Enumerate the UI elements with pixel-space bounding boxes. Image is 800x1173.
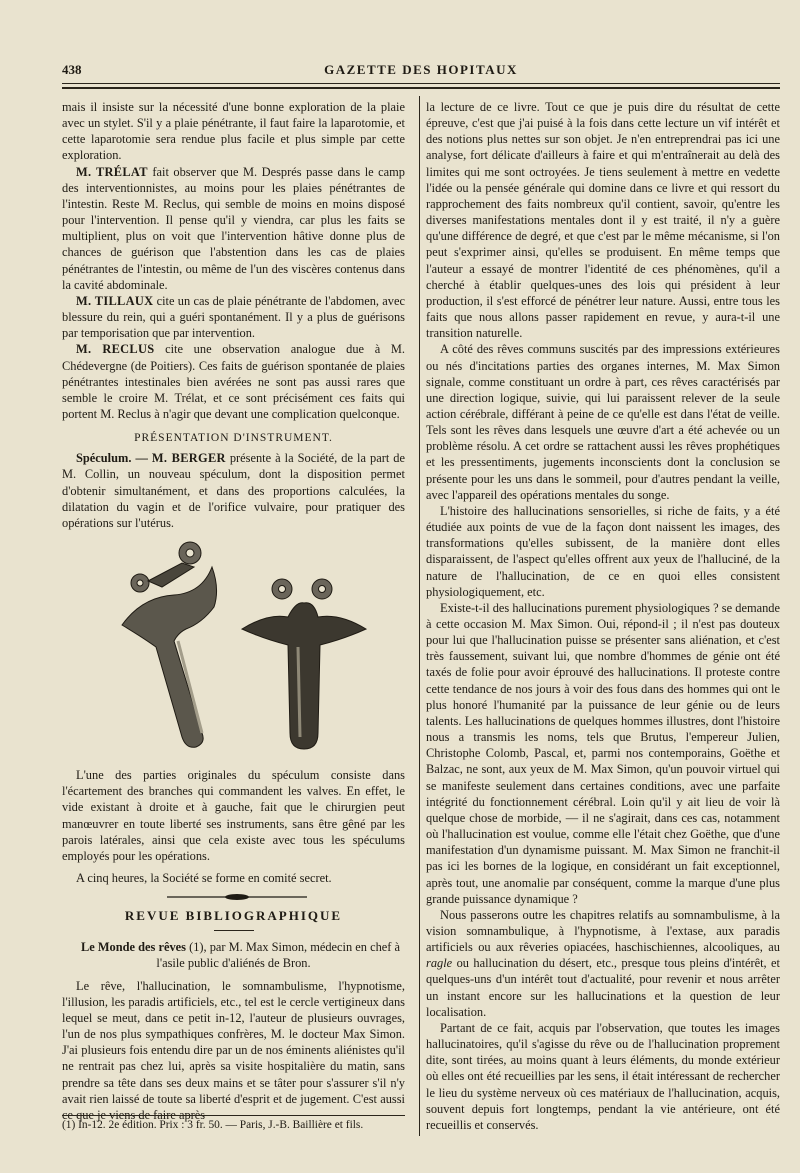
heading-rule — [214, 930, 254, 931]
paragraph-text: présente à la Société, de la part de M. Collin, un nouveau spéculum, dont la disposition permet d'obtenir simultanément, et dans des proportions calculées, la dilatation du vagin et de l'orifice vulvaire, pour pratiquer des opérations sur l'utérus. — [62, 451, 405, 530]
speculum-illustration — [62, 537, 405, 753]
paragraph: Partant de ce fait, acquis par l'observation, que toutes les images hallucinatoires, qu'il s'agisse du rêve ou de l'hallucination proprement dite, sont tirées, au moins quant à leurs éléments, du monde extérieur où elles ont été recueillies par les sens, il était intéressant de rechercher le lieu du système nerveux où ces matériaux de l'hallucination, acquis, souvent depuis fort longtemps, pendant la vie antérieure, ont été recueillis et conservés. — [426, 1020, 780, 1132]
entry-term: Spéculum. — — [76, 451, 148, 466]
footnote: (1) In-12. 2e édition. Prix : 3 fr. 50. — Paris, J.-B. Baillière et fils. — [62, 1119, 364, 1131]
paragraph: Le rêve, l'hallucination, le somnambulisme, l'hypnotisme, l'illusion, les paradis artificiels, etc., tel est le cercle vertigineux dans lequel se meut, dans ce petit in-12, l'auteur de plusieurs ouvrages, l'un de nos plus sympathiques confrères, M. le docteur Max Simon. J'ai plusieurs fois entendu dire par un de nos éminents aliénistes qu'il ne rentrait pas chez lui, après sa visite hospitalière du matin, sans prendre sa tête dans ses deux mains et se tâter pour s'assurer s'il n'y avait rien laissé de toute sa liberté d'esprit et de jugement. C'est aussi ce que je viens de faire après — [62, 978, 405, 1122]
paragraph: Existe-t-il des hallucinations purement physiologiques ? se demande à cette occasion M. Max Simon. Oui, répond-il ; il n'est pas douteux pour lui que l'hallucination puisse se présenter sans aliénation, et c'est très faussement, suivant lui, que nombre d'hommes de génie ont été taxés de folie pour avoir éprouvé des hallucinations. Il proteste contre cette tendance de nos jours à voir des fous dans des hommes qui ont le plus honoré l'humanité par la puissance de leur génie ou de leurs talents. Les hallucinations de quelques hommes illustres, dont l'histoire nous a transmis les noms, tels que Brutus, l'empereur Julien, Christophe Colomb, Pascal, et, parmi nos contemporains, Goëthe et Balzac, ne sont, aux yeux de M. Max Simon, qu'un pouvoir virtuel qui se manifeste seulement dans certaines conditions, avec une parfaite intégrité du fonctionnement cérébral. Loin qu'il y ait lieu de voir là quelque chose de morbide, — il ne s'agirait, dans ces cas, notamment où l'hallucination est voulue, comme elle l'était chez Goëthe, que d'une manifestation d'un dynamisme puissant. M. Max Simon ne franchit-il pas ici les bornes de la logique, en considérant un fait exceptionnel, après tout, une anomalie par conséquent, comme la marque d'une plus grande puissance dynamique ? — [426, 600, 780, 906]
paragraph: L'une des parties originales du spéculum consiste dans l'écartement des branches qui commandent les valves. En effet, le vide existant à droite et à gauche, fait que le chirurgien peut manœuvrer en toute liberté ses instruments, sans être gêné par les parois latérales, ainsi que cela existe avec tous les spéculums employés pour les opérations. — [62, 768, 405, 863]
paragraph-text: Nous passerons outre les chapitres relatifs au somnambulisme, à la vision somnambulique, à l'hypnotisme, à l'extase, aux paradis artificiels ou aux rêveries opiacées, haschischiennes, alcooliques, au — [426, 907, 780, 955]
page-header — [62, 60, 780, 82]
review-title-line — [62, 939, 405, 971]
ornament-divider — [167, 892, 307, 902]
left-column — [62, 99, 405, 1123]
paragraph-text: cite un cas de plaie pénétrante de l'abdomen, avec blessure du rein, qui a guéri spontanément. Il y a plus de guérisons par temporisation que par intervention. — [62, 293, 405, 341]
paragraph: la lecture de ce livre. Tout ce que je puis dire du résultat de cette épreuve, c'est que j'ai puisé à la fois dans cette lecture un vif intérêt et des notions plus nettes sur son objet. Je n'en entreprendrai pas ici une analyse, fort délicate d'ailleurs à faire et qui m'entraînerait au delà des limites qui me sont octroyées. Je tiens seulement à mettre en vedette l'idée ou la pensée générale qui domine dans ce livre et qui ressort du rapprochement des faits nombreux qu'il contient, savoir, qu'entre les diverses manifestations mentales dont il y est traité, il n'y a guère qu'une différence de degré, et que c'est par le même mécanisme, si l'on peut s'exprimer ainsi, qu'elles se produisent. En même temps que l'auteur a essayé de montrer l'identité de ces phénomènes, qu'il a cherché à établir quelques-unes des lois qui président à leur production, il s'est efforcé de pénétrer leur nature. Aussi, entre tous les faits que nous allons passer rapidement en revue, y aura-t-il une transition naturelle. — [426, 100, 780, 341]
review-heading: REVUE BIBLIOGRAPHIQUE — [124, 908, 343, 924]
book-credit: (1), par M. Max Simon, médecin en chef à l'asile public d'aliénés de Bron. — [156, 940, 400, 971]
speculum-drawing — [82, 537, 382, 753]
column-divider — [419, 96, 420, 1136]
paragraph: A côté des rêves communs suscités par des impressions extérieures ou nés d'incitations parties des organes internes, M. Max Simon signale, comme constituant un ordre à part, ces rêves caractérisés par une direction logique, suivie, qui lui paraissent relever de la seule action cérébrale, différant à peine de ce qu'elle est dans l'état de veille. Tels sont les rêves dans lesquels une œuvre d'art a été achevée ou un problème résolu. A cet ordre se rattachent aussi les rêves prophétiques et les pressentiments, jugements inconscients dont la conclusion se présente pour les uns dans le sommeil, pour d'autres pendant la veille, avec l'appareil des opérations mentales du songe. — [426, 342, 780, 502]
speaker-name: M. BERGER — [151, 451, 226, 466]
footnote-rule — [62, 1115, 405, 1116]
paragraph: mais il insiste sur la nécessité d'une bonne exploration de la plaie avec un stylet. S'il y a plaie pénétrante, il faut faire la laparotomie, et cette laparotomie sera rendue plus facile et plus simple par cette exploration. — [62, 100, 405, 163]
section-heading: PRÉSENTATION D'INSTRUMENT. — [134, 432, 333, 445]
header-rule-thick — [62, 87, 780, 89]
paragraph — [62, 164, 405, 293]
header-rule — [62, 83, 780, 84]
speaker-name: M. TRÉLAT — [76, 164, 148, 179]
paragraph: A cinq heures, la Société se forme en comité secret. — [76, 871, 332, 885]
paragraph — [426, 907, 780, 1020]
ornamental-rule — [62, 886, 405, 908]
paragraph-text: cite une observation analogue due à M. Chédevergne (de Poitiers). Ces faits de guérison spontanée de plaies pénétrantes intestinales bien avérées ne sont pas aussi rares que semble le croire M. Trélat, et ce sont précisément ces faits qui portent M. Reclus à n'agir que devant une complication quelconque. — [62, 342, 405, 421]
paragraph — [62, 341, 405, 422]
paragraph-text: ou hallucination du désert, etc., presque tous pleins d'intérêt, et quelques-uns d'un intérêt tout d'actualité, pour revenir et nous arrêter un instant encore sur les hallucinations et la question de leur localisation. — [426, 956, 780, 1019]
paragraph: L'histoire des hallucinations sensorielles, si riche de faits, y a été étudiée aux points de vue de la façon dont naissent les images, des transformations qu'elles subissent, de la manière dont elles disparaissent, de l'aspect qu'elles offrent aux yeux de l'halluciné, de la nature de l'hallucination, de ce en quoi elles consistent physiologiquement, etc. — [426, 503, 780, 599]
speaker-name: M. RECLUS — [76, 342, 155, 357]
paragraph — [62, 450, 405, 531]
page-number: 438 — [62, 62, 82, 77]
book-title: Le Monde des rêves — [81, 940, 186, 955]
italic-term: ragle — [426, 956, 453, 971]
paragraph — [62, 293, 405, 341]
right-column — [426, 99, 780, 1133]
speaker-name: M. TILLAUX — [76, 293, 154, 308]
running-title: GAZETTE DES HOPITAUX — [324, 62, 518, 77]
paragraph-text: fait observer que M. Després passe dans le camp des interventionnistes, au moins pour les plaies pénétrantes de l'intestin. Reste M. Reclus, qui semble de moins en moins disposé pour l'intervention. Il pense qu'il y viendra, car plus les faits se multiplient, plus on voit que l'intervention hâtive donne plus de chances de guérison que l'abstention dans les cas de plaies pénétrantes de l'intestin, ou même de l'un des viscères contenus dans la cavité abdominale. — [62, 164, 406, 292]
